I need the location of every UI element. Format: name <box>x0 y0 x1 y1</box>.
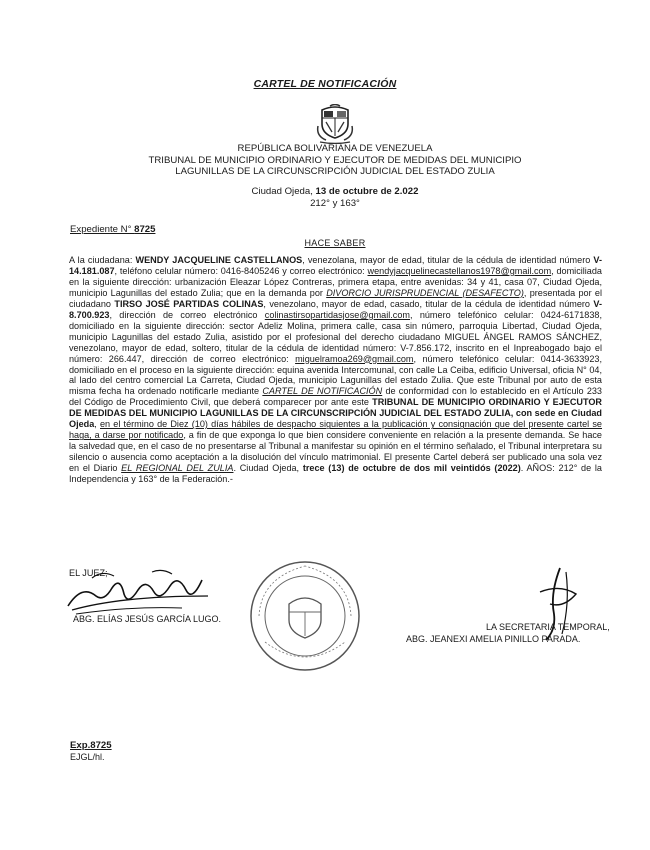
judge-label: EL JUEZ; <box>69 568 108 578</box>
body-segment: , teléfono celular número: 0416-8405246 y correo electrónico: <box>114 265 368 276</box>
body-segment: miguelramoa269@gmail.com <box>295 353 414 364</box>
body-segment: de conformidad con lo establecido en el Artículo 233 del Código de Procedimiento Civil, que deberá comparecer por ante este <box>69 386 602 408</box>
coat-of-arms-icon <box>314 104 356 144</box>
body-segment: , número telefónico celular: 0414-3633923, domiciliado en el proceso en la siguiente dirección: equina avenida Intercomunal, con calle La Ceiba, edificio Universal, oficia N° 04, al lado del centro comercial La Carreta, Ciudad Ojeda, municipio Lagunillas del estado Zulia. Que este Tribunal por auto de esta misma fecha ha ordenado notificarle mediante <box>69 353 602 397</box>
body-segment: CARTEL DE NOTIFICACIÓN <box>262 386 383 397</box>
place-date <box>0 186 650 210</box>
footer-expediente: Exp.8725 <box>70 740 112 751</box>
body-segment: , domiciliada en la siguiente dirección: urbanización Eleazar López Contreras, primera etapa, entre avenidas: 34 y 41, casa 07, Ciudad Ojeda, municipio Lagunillas del estado Zulia; que en la demanda por <box>69 265 602 298</box>
expediente-number: 8725 <box>134 224 156 235</box>
expediente-line <box>70 224 155 235</box>
secretary-name: ABG. JEANEXI AMELIA PINILLO PARADA. <box>406 634 581 644</box>
body-segment: WENDY JACQUELINE CASTELLANOS <box>135 255 303 265</box>
document-title: CARTEL DE NOTIFICACIÓN <box>253 78 397 90</box>
body-segment: , venezolana, mayor de edad, titular de la cédula de identidad número <box>302 255 594 265</box>
header-line: TRIBUNAL DE MUNICIPIO ORDINARIO Y EJECUTOR DE MEDIDAS DEL MUNICIPIO <box>148 154 522 166</box>
header-line: REPÚBLICA BOLIVARIANA DE VENEZUELA <box>237 143 433 154</box>
court-seal-icon <box>245 556 365 676</box>
body-segment: . Ciudad Ojeda, <box>233 463 303 474</box>
body-segment: DIVORCIO JURISPRUDENCIAL (DESAFECTO) <box>326 287 524 298</box>
body-segment: , número telefónico celular: 0424-6171838, domiciliado en la siguiente dirección: sector Adeliz Molina, primera calle, casa sin número, parroquia Libertad, Ciudad Ojeda, municipio Lagunillas del estado Zulia, asistido por el profesional del derecho ciudadano MIGUEL ÁNGEL RAMOS SÁNCHEZ, venezolano, mayor de edad, soltero, titular de la cédula de identidad número: V-7.856.172, inscrito en el Inpreabogado bajo el número: 266.447, dirección de correo electrónico: <box>69 309 602 364</box>
secretary-signature-icon <box>520 564 590 644</box>
body-segment: , <box>94 419 100 430</box>
body-segment: trece (13) de octubre de dos mil veintidós (2022) <box>302 463 521 474</box>
body-segment: A la ciudadana: <box>69 255 136 265</box>
judge-signature-icon <box>62 566 212 620</box>
footer-initials: EJGL/hl. <box>70 752 105 762</box>
body-segment: TRIBUNAL DE MUNICIPIO ORDINARIO Y EJECUTOR DE MEDIDAS DEL MUNICIPIO LAGUNILLAS DE LA CIRCUNSCRIPCIÓN JUDICIAL DEL ESTADO ZULIA, con sede en Ciudad Ojeda <box>69 397 602 430</box>
body-segment: TIRSO JOSÉ PARTIDAS COLINAS <box>114 298 264 309</box>
judge-name: ABG. ELÍAS JESÚS GARCÍA LUGO. <box>73 614 222 624</box>
body-segment: colinastirsopartidasjose@gmail.com <box>264 309 410 320</box>
place-prefix: Ciudad Ojeda, <box>251 186 316 197</box>
notification-body <box>69 255 602 485</box>
body-segment: wendyjacquelinecastellanos1978@gmail.com <box>367 265 552 276</box>
body-segment: V-14.181.087 <box>69 255 602 276</box>
expediente-label: Expediente N° <box>70 224 135 235</box>
header-line: LAGUNILLAS DE LA CIRCUNSCRIPCIÓN JUDICIAL DEL ESTADO ZULIA <box>175 166 495 177</box>
hace-saber-heading: HACE SABER <box>304 238 366 248</box>
document-years: 212° y 163° <box>310 198 360 209</box>
document-date: 13 de octubre de 2.022 <box>315 186 419 197</box>
body-segment: EL REGIONAL DEL ZULIA <box>121 463 234 474</box>
body-segment: , presentada por el ciudadano <box>69 287 602 309</box>
secretary-role: LA SECRETARIA TEMPORAL, <box>486 622 610 632</box>
body-segment: en el término de Diez (10) días hábiles de despacho siguientes a la publicación y consignación que del presente cartel se haga, a darse por notificado <box>69 419 602 441</box>
body-segment: , dirección de correo electrónico <box>109 309 265 320</box>
court-header <box>0 143 650 178</box>
body-segment: . AÑOS: 212° de la Independencia y 163° de la Federación.- <box>69 463 602 485</box>
body-segment: , venezolano, mayor de edad, casado, titular de la cédula de identidad número <box>263 298 594 309</box>
body-segment: , a fin de que exponga lo que bien considere conveniente en relación a la presente demanda. Se hace la salvedad que, en el caso de no presentarse al Tribunal a manifestar su opinión en el término señalado, el Tribunal interpretara su silencio o ausencia como aceptación a la disolución del vínculo matrimonial. El presente Cartel deberá ser publicado una sola vez en el Diario <box>69 430 602 474</box>
body-segment: V-8.700.923 <box>69 298 602 320</box>
